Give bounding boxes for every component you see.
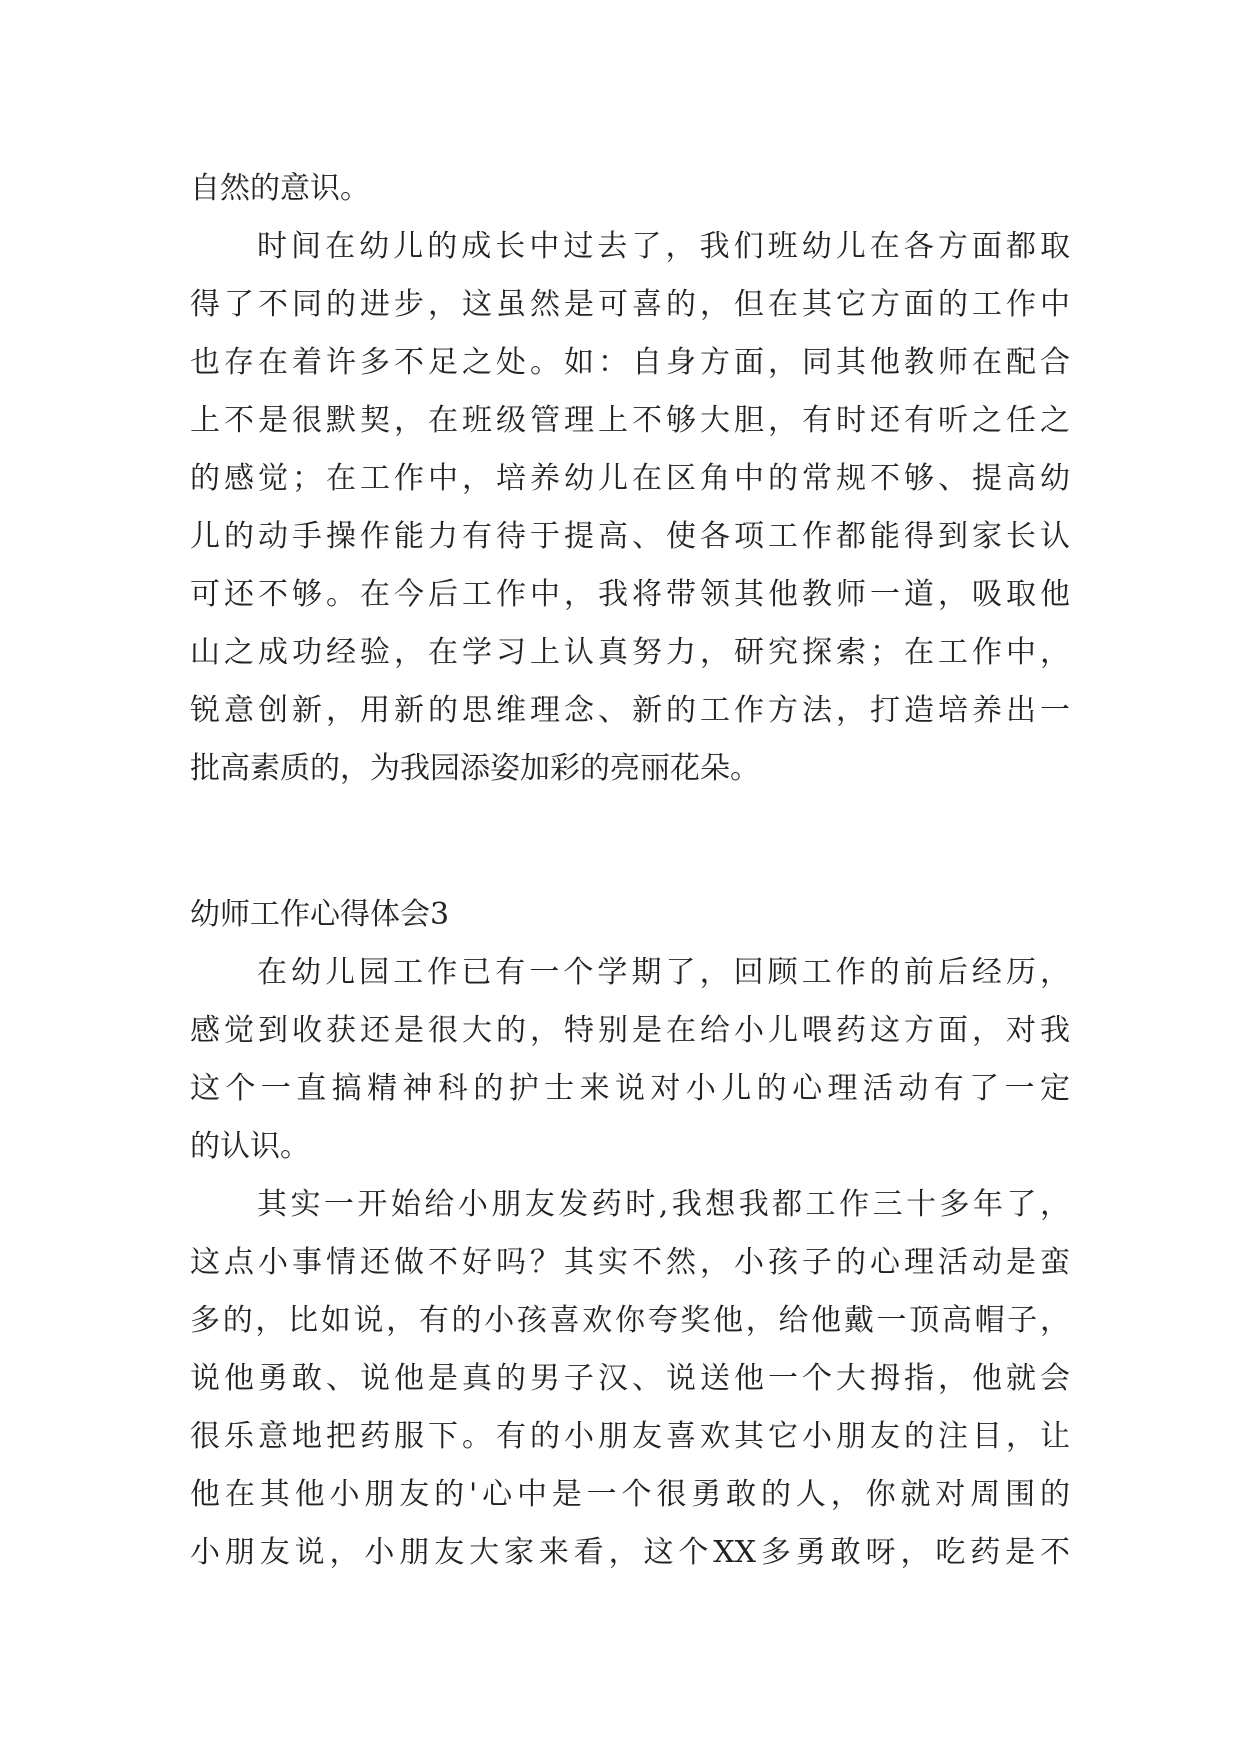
text-line: 这个一直搞精神科的护士来说对小儿的心理活动有了一定 bbox=[190, 1071, 1070, 1106]
paragraph-1 bbox=[190, 160, 1070, 218]
text-line: 多的，比如说，有的小孩喜欢你夸奖他，给他戴一顶高帽子， bbox=[190, 1303, 1070, 1338]
document-body bbox=[190, 160, 1070, 1582]
text-line: 很乐意地把药服下。有的小朋友喜欢其它小朋友的注目，让 bbox=[190, 1419, 1070, 1454]
text-line: 山之成功经验，在学习上认真努力，研究探索；在工作中， bbox=[190, 635, 1070, 670]
text-line: 的认识。 bbox=[190, 1129, 310, 1164]
paragraph-2 bbox=[190, 218, 1070, 798]
text-line: 他在其他小朋友的'心中是一个很勇敢的人，你就对周围的 bbox=[190, 1477, 1070, 1512]
text-line: 时间在幼儿的成长中过去了，我们班幼儿在各方面都取 bbox=[257, 229, 1070, 264]
section-gap bbox=[190, 798, 1070, 886]
paragraph-4 bbox=[190, 1176, 1070, 1582]
text-line: 得了不同的进步，这虽然是可喜的，但在其它方面的工作中 bbox=[190, 287, 1070, 322]
section-heading: 幼师工作心得体会3 bbox=[190, 897, 450, 932]
text-line: 锐意创新，用新的思维理念、新的工作方法，打造培养出一 bbox=[190, 693, 1070, 728]
text-line: 儿的动手操作能力有待于提高、使各项工作都能得到家长认 bbox=[190, 519, 1070, 554]
text-line: 的感觉；在工作中，培养幼儿在区角中的常规不够、提高幼 bbox=[190, 461, 1070, 496]
text-line: 说他勇敢、说他是真的男子汉、说送他一个大拇指，他就会 bbox=[190, 1361, 1070, 1396]
text-line: 小朋友说，小朋友大家来看，这个XX多勇敢呀，吃药是不 bbox=[190, 1535, 1070, 1570]
text-line: 批高素质的，为我园添姿加彩的亮丽花朵。 bbox=[190, 751, 760, 786]
text-line: 可还不够。在今后工作中，我将带领其他教师一道，吸取他 bbox=[190, 577, 1070, 612]
text-line: 在幼儿园工作已有一个学期了，回顾工作的前后经历， bbox=[257, 955, 1070, 990]
text-line: 上不是很默契，在班级管理上不够大胆，有时还有听之任之 bbox=[190, 403, 1070, 438]
text-line: 这点小事情还做不好吗？其实不然，小孩子的心理活动是蛮 bbox=[190, 1245, 1070, 1280]
paragraph-3 bbox=[190, 944, 1070, 1176]
text-line: 感觉到收获还是很大的，特别是在给小儿喂药这方面，对我 bbox=[190, 1013, 1070, 1048]
text-line: 自然的意识。 bbox=[190, 171, 370, 206]
text-line: 也存在着许多不足之处。如：自身方面，同其他教师在配合 bbox=[190, 345, 1070, 380]
text-line: 其实一开始给小朋友发药时,我想我都工作三十多年了， bbox=[257, 1187, 1070, 1222]
